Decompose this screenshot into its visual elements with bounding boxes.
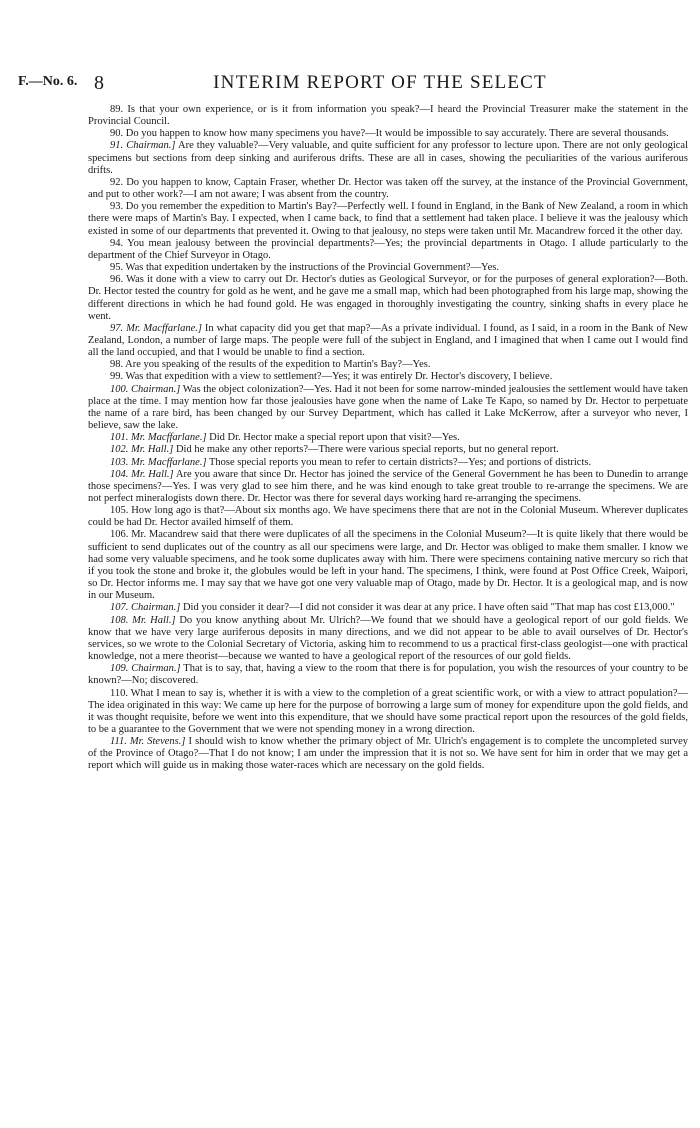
question-111 — [88, 736, 688, 772]
question-text: In what capacity did you get that map?—As a private individual. I found, as I said, in a room in the Bank of New Zealand, London, a number of large maps. The people were full of the subject in England, and I imagined that when I came out I would find all the land occupied, and that I would be unable to find a section. — [88, 322, 688, 359]
question-text: Those special reports you mean to refer to certain districts?—Yes; and portions of districts. — [206, 456, 592, 468]
question-text: 90. Do you happen to know how many specimens you have?—It would be impossible to say accurately. There are several thousands. — [110, 128, 669, 140]
evidence-body — [88, 104, 688, 773]
speaker: 97. Mr. Macffarlane.] — [110, 322, 202, 334]
question-106 — [88, 529, 688, 602]
speaker: 101. Mr. Macffarlane.] — [110, 432, 207, 444]
speaker: 111. Mr. Stevens.] — [110, 736, 186, 748]
question-text: Was the object colonization?—Yes. Had it not been for some narrow-minded jealousies the settlement would have taken place at the time. I may mention how far those jealousies have gone when the name of Lake Te Kapo, so named by Dr. Hector to perpetuate the name of a rare bird, has been changed by our Survey Department, which has called it Lake McKerrow, after a surveyor who never, I believe, saw the lake. — [88, 383, 688, 432]
question-101 — [88, 432, 688, 444]
question-text: Do you know anything about Mr. Ulrich?—We found that we should have a geological report of our gold fields. We know that we have very large auriferous deposits in many directions, and we did not appear to be able to avail ourselves of Dr. Hector's services, so we wrote to the Colonial Secretary of Victoria, asking him to recommend to us a practical first-class geologist—one with practical knowledge, not a mere theorist—because we wanted to have a geological report of the resources of our gold fields. — [88, 614, 688, 663]
question-text: 95. Was that expedition undertaken by the instructions of the Provincial Government?—Yes. — [110, 262, 499, 274]
question-98 — [88, 359, 688, 371]
running-title: INTERIM REPORT OF THE SELECT — [213, 72, 547, 93]
page-header — [18, 72, 682, 98]
speaker: 103. Mr. Macffarlane.] — [110, 456, 207, 468]
speaker: 107. Chairman.] — [110, 602, 181, 614]
speaker: 108. Mr. Hall.] — [110, 614, 176, 626]
question-text: 96. Was it done with a view to carry out Dr. Hector's duties as Geological Surveyor, or for the purposes of general exploration?—Both. Dr. Hector tested the country for gold as he went, and he gave me a small map, which had been photographed from his large map, showing the different directions in which he had found gold. He was engaged in thoroughly investigating the country, sinking shafts in every place he went. — [88, 274, 688, 322]
question-text: 105. How long ago is that?—About six months ago. We have specimens there that are not in the Colonial Museum. Wherever duplicates could be had Dr. Hector availed himself of them. — [88, 505, 688, 529]
question-text: Did Dr. Hector make a special report upon that visit?—Yes. — [206, 432, 460, 444]
question-95 — [88, 262, 688, 274]
paper-code: F.—No. 6. — [18, 74, 78, 89]
question-91 — [88, 140, 688, 176]
question-100 — [88, 384, 688, 433]
question-text: 92. Do you happen to know, Captain Fraser, whether Dr. Hector was taken off the survey, at the instance of the Provincial Government, and put to other work?—I am not aware; I was absent from the country. — [88, 176, 688, 201]
speaker: 104. Mr. Hall.] — [110, 468, 174, 480]
question-93 — [88, 201, 688, 237]
question-text: Are they valuable?—Very valuable, and quite sufficient for any professor to lecture upon. There are not only geological specimens but sections from deep sinking and auriferous drifts. These are all in cases, showing the peculiarities of the various auriferous drifts. — [88, 140, 688, 176]
question-90 — [88, 128, 688, 140]
question-107 — [88, 602, 688, 614]
question-102 — [88, 444, 688, 456]
speaker: 102. Mr. Hall.] — [110, 444, 174, 456]
speaker: 109. Chairman.] — [110, 663, 181, 675]
question-105 — [88, 505, 688, 529]
page-number: 8 — [94, 72, 104, 94]
question-108 — [88, 615, 688, 664]
question-text: 94. You mean jealousy between the provincial departments?—Yes; the provincial departments in Otago. I allude particularly to the department of the Chief Surveyor in Otago. — [88, 237, 688, 261]
question-text: 93. Do you remember the expedition to Martin's Bay?—Perfectly well. I found in England, in the Bank of New Zealand, a room in which there were maps of Martin's Bay. I expected, when I came back, to find that a settlement had taken place. I believe it was the jealousy which existed in some of our departments that prevented it. Owing to that jealousy, no steps were taken until Mr. Macandrew forced it the other day. — [88, 201, 688, 237]
question-94 — [88, 238, 688, 262]
question-99 — [88, 371, 688, 383]
question-text: Are you aware that since Dr. Hector has joined the service of the General Government he has been to Dunedin to arrange those specimens?—Yes. I was very glad to see him there, and he was kind enough to take great trouble to re-arrange the specimens. We are not perfect mineralogists down there. Dr. Hector was there for several days working hard re-arranging the specimens. — [88, 468, 688, 504]
question-text: 98. Are you speaking of the results of the expedition to Martin's Bay?—Yes. — [110, 359, 431, 371]
question-104 — [88, 469, 688, 505]
question-text: That is to say, that, having a view to the room that there is for population, you wish the resources of your country to be known?—No; discovered. — [88, 663, 688, 687]
speaker: 100. Chairman.] — [110, 383, 181, 395]
question-text: Did you consider it dear?—I did not consider it was dear at any price. I have often said "That map has cost £13,000." — [180, 602, 675, 614]
question-text: 99. Was that expedition with a view to settlement?—Yes; it was entirely Dr. Hector's discovery, I believe. — [110, 371, 553, 383]
question-text: 106. Mr. Macandrew said that there were duplicates of all the specimens in the Colonial Museum?—It is quite likely that there would be sufficient to send duplicates out of the country as all our specimens were large, and Dr. Hector was obliged to make them smaller. I know we had some very valuable specimens, and he took some duplicates away with him. There were specimens containing native mercury so rich that if you took the stone and broke it, the globules would be left in your hand. The specimens, I think, were found at Post Office Creek, Waipori, so Dr. Hector informs me. I may say that we have got one very valuable map of Otago, made by Dr. Hector. It is a geological map, and is now in our Museum. — [88, 529, 688, 602]
question-text: 89. Is that your own experience, or is it from information you speak?—I heard the Provincial Treasurer make the statement in the Provincial Council. — [88, 104, 688, 128]
question-89 — [88, 104, 688, 128]
question-text: Did he make any other reports?—There were various special reports, but no general report. — [173, 444, 559, 456]
question-92 — [88, 177, 688, 201]
question-97 — [88, 323, 688, 359]
question-text: 110. What I mean to say is, whether it is with a view to the completion of a great scientific work, or with a view to attract population?—The idea originated in this way: We came up here for the purpose of borrowing a large sum of money for expenditure upon the gold fields, and it was thought requisite, before we went into this expenditure, that we should have some practical report upon the resources of the gold fields, to be a guarantee to the Government that we were not spending money in a wrong direction. — [88, 687, 688, 735]
question-109 — [88, 663, 688, 687]
question-96 — [88, 274, 688, 323]
question-text: I should wish to know whether the primary object of Mr. Ulrich's engagement is to complete the uncompleted survey of the Province of Otago?—That I do not know; I am under the impression that it is not so. We have sent for him in order that we may get a report which will guide us in making those water-races which are necessary on the gold fields. — [88, 736, 688, 772]
question-103 — [88, 457, 688, 469]
speaker: 91. Chairman.] — [110, 140, 176, 152]
question-110 — [88, 688, 688, 737]
